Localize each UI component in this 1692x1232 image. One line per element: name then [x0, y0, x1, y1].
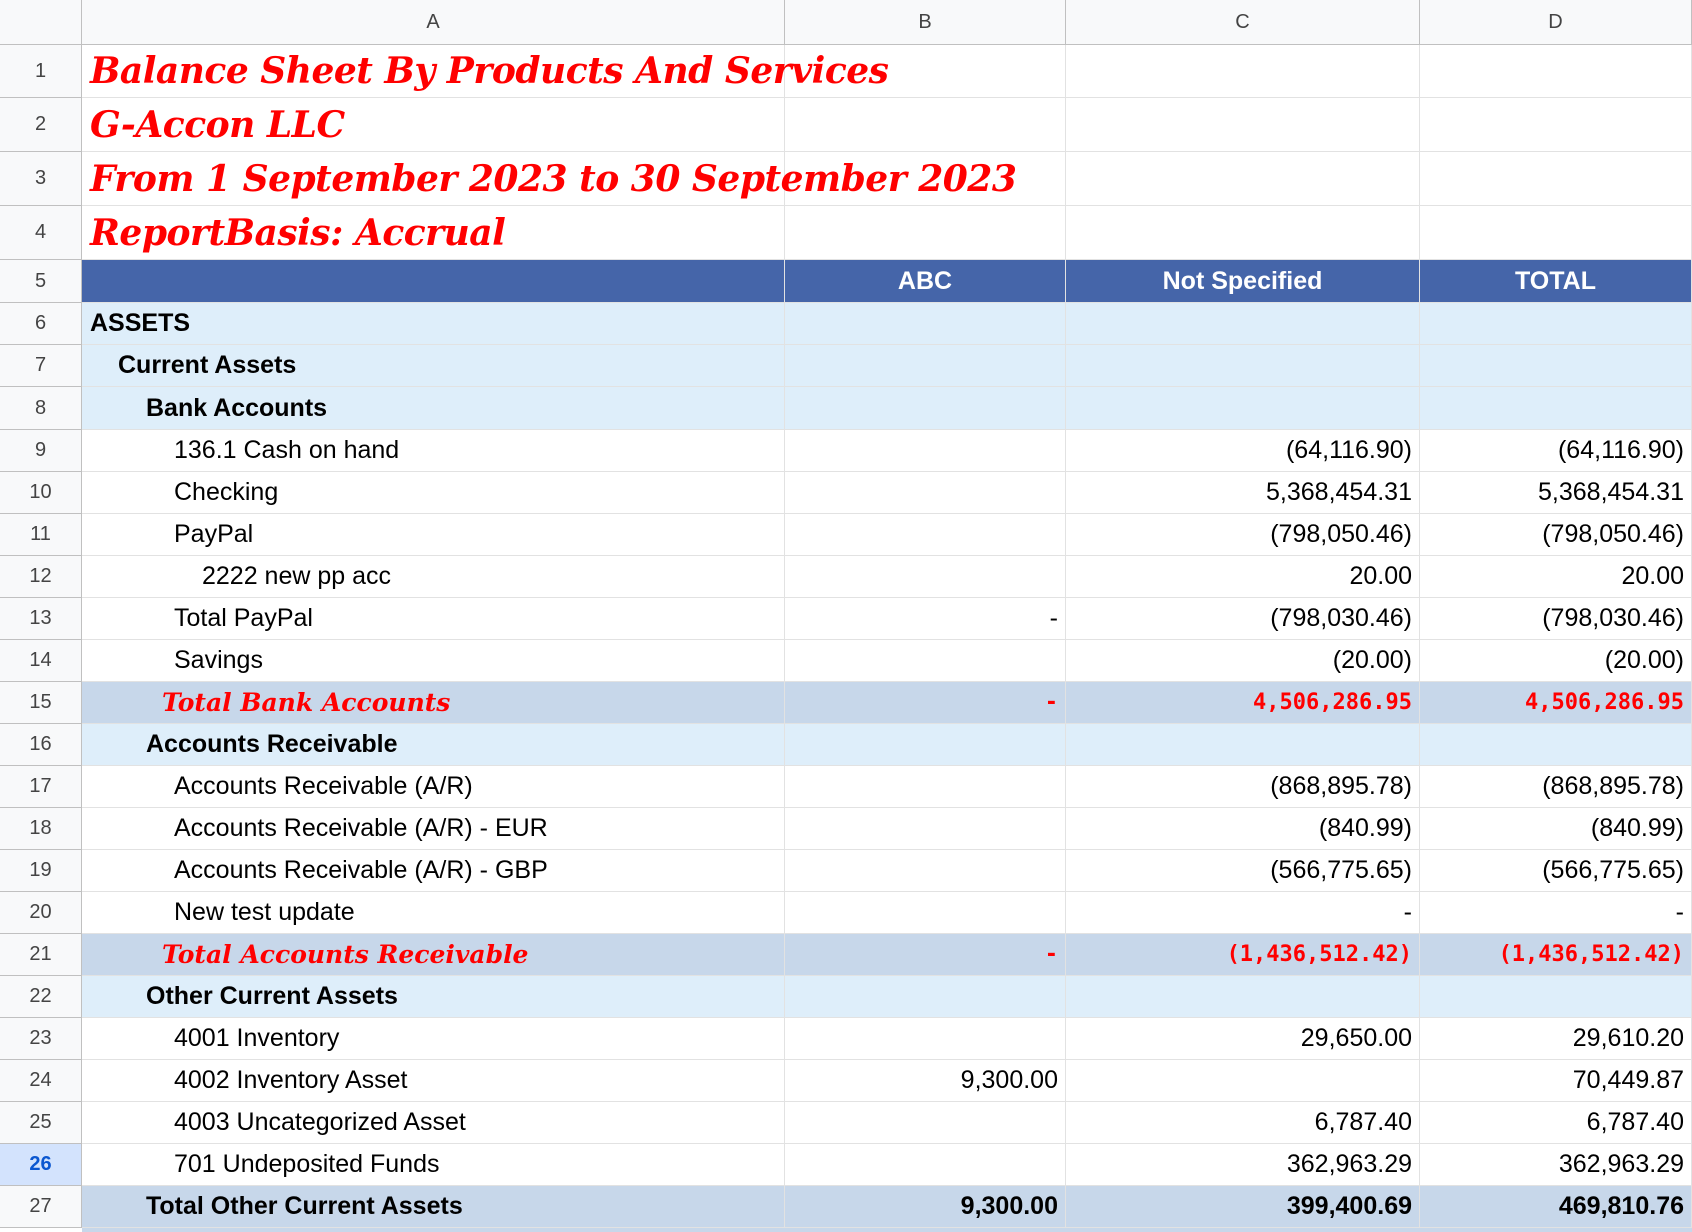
- report-title-line-4[interactable]: ReportBasis: Accrual: [82, 206, 785, 260]
- row-label-a18[interactable]: Accounts Receivable (A/R) - EUR: [82, 808, 785, 850]
- row-header-15[interactable]: 15: [0, 682, 82, 724]
- value-cell-b12[interactable]: [785, 556, 1066, 598]
- value-cell-b15[interactable]: -: [785, 682, 1066, 724]
- row-label-a11[interactable]: PayPal: [82, 514, 785, 556]
- row-header-23[interactable]: 23: [0, 1018, 82, 1060]
- value-cell-d12[interactable]: 20.00: [1420, 556, 1692, 598]
- value-cell-d19[interactable]: (566,775.65): [1420, 850, 1692, 892]
- value-cell-d23[interactable]: 29,610.20: [1420, 1018, 1692, 1060]
- column-title-b[interactable]: ABC: [785, 260, 1066, 303]
- value-cell-d2[interactable]: [1420, 98, 1692, 152]
- value-cell-d24[interactable]: 70,449.87: [1420, 1060, 1692, 1102]
- value-cell-c25[interactable]: 6,787.40: [1066, 1102, 1420, 1144]
- value-cell-d20[interactable]: -: [1420, 892, 1692, 934]
- row-label-a6[interactable]: ASSETS: [82, 303, 785, 345]
- row-header-1[interactable]: 1: [0, 45, 82, 98]
- row-label-a20[interactable]: New test update: [82, 892, 785, 934]
- value-cell-d9[interactable]: (64,116.90): [1420, 430, 1692, 472]
- value-cell-c27[interactable]: 399,400.69: [1066, 1186, 1420, 1228]
- value-cell-c15[interactable]: 4,506,286.95: [1066, 682, 1420, 724]
- value-cell-c1[interactable]: [1066, 45, 1420, 98]
- value-cell-d1[interactable]: [1420, 45, 1692, 98]
- row-header-27[interactable]: 27: [0, 1186, 82, 1228]
- row-header-18[interactable]: 18: [0, 808, 82, 850]
- row-header-19[interactable]: 19: [0, 850, 82, 892]
- value-cell-d18[interactable]: (840.99): [1420, 808, 1692, 850]
- row-header-22[interactable]: 22: [0, 976, 82, 1018]
- row-header-26[interactable]: 26: [0, 1144, 82, 1186]
- value-cell-c23[interactable]: 29,650.00: [1066, 1018, 1420, 1060]
- row-label-a22[interactable]: Other Current Assets: [82, 976, 785, 1018]
- value-cell-c19[interactable]: (566,775.65): [1066, 850, 1420, 892]
- value-cell-b7[interactable]: [785, 345, 1066, 387]
- row-header-11[interactable]: 11: [0, 514, 82, 556]
- row-header-13[interactable]: 13: [0, 598, 82, 640]
- value-cell-c26[interactable]: 362,963.29: [1066, 1144, 1420, 1186]
- value-cell-d4[interactable]: [1420, 206, 1692, 260]
- value-cell-b22[interactable]: [785, 976, 1066, 1018]
- value-cell-d7[interactable]: [1420, 345, 1692, 387]
- value-cell-b24[interactable]: 9,300.00: [785, 1060, 1066, 1102]
- row-header-5[interactable]: 5: [0, 260, 82, 303]
- value-cell-b23[interactable]: [785, 1018, 1066, 1060]
- value-cell-d22[interactable]: [1420, 976, 1692, 1018]
- report-title-line-1[interactable]: Balance Sheet By Products And Services: [82, 45, 785, 98]
- row-label-a26[interactable]: 701 Undeposited Funds: [82, 1144, 785, 1186]
- value-cell-c4[interactable]: [1066, 206, 1420, 260]
- column-header-b[interactable]: B: [785, 0, 1066, 45]
- row-label-a8[interactable]: Bank Accounts: [82, 387, 785, 430]
- row-header-2[interactable]: 2: [0, 98, 82, 152]
- value-cell-b11[interactable]: [785, 514, 1066, 556]
- value-cell-b14[interactable]: [785, 640, 1066, 682]
- row-label-a13[interactable]: Total PayPal: [82, 598, 785, 640]
- row-label-a19[interactable]: Accounts Receivable (A/R) - GBP: [82, 850, 785, 892]
- row-label-a17[interactable]: Accounts Receivable (A/R): [82, 766, 785, 808]
- value-cell-c21[interactable]: (1,436,512.42): [1066, 934, 1420, 976]
- value-cell-c24[interactable]: [1066, 1060, 1420, 1102]
- value-cell-c7[interactable]: [1066, 345, 1420, 387]
- value-cell-b18[interactable]: [785, 808, 1066, 850]
- value-cell-b2[interactable]: [785, 98, 1066, 152]
- row-label-a12[interactable]: 2222 new pp acc: [82, 556, 785, 598]
- value-cell-c2[interactable]: [1066, 98, 1420, 152]
- row-header-9[interactable]: 9: [0, 430, 82, 472]
- value-cell-c10[interactable]: 5,368,454.31: [1066, 472, 1420, 514]
- row-header-4[interactable]: 4: [0, 206, 82, 260]
- row-label-a16[interactable]: Accounts Receivable: [82, 724, 785, 766]
- value-cell-c22[interactable]: [1066, 976, 1420, 1018]
- value-cell-d8[interactable]: [1420, 387, 1692, 430]
- value-cell-b16[interactable]: [785, 724, 1066, 766]
- column-header-c[interactable]: C: [1066, 0, 1420, 45]
- column-title-a[interactable]: [82, 260, 785, 303]
- value-cell-d26[interactable]: 362,963.29: [1420, 1144, 1692, 1186]
- row-header-12[interactable]: 12: [0, 556, 82, 598]
- value-cell-d11[interactable]: (798,050.46): [1420, 514, 1692, 556]
- row-header-7[interactable]: 7: [0, 345, 82, 387]
- value-cell-c12[interactable]: 20.00: [1066, 556, 1420, 598]
- value-cell-c17[interactable]: (868,895.78): [1066, 766, 1420, 808]
- value-cell-b9[interactable]: [785, 430, 1066, 472]
- value-cell-b25[interactable]: [785, 1102, 1066, 1144]
- column-title-d[interactable]: TOTAL: [1420, 260, 1692, 303]
- value-cell-b8[interactable]: [785, 387, 1066, 430]
- row-label-a15[interactable]: Total Bank Accounts: [82, 682, 785, 724]
- value-cell-b26[interactable]: [785, 1144, 1066, 1186]
- value-cell-c20[interactable]: -: [1066, 892, 1420, 934]
- value-cell-c9[interactable]: (64,116.90): [1066, 430, 1420, 472]
- value-cell-b4[interactable]: [785, 206, 1066, 260]
- value-cell-d25[interactable]: 6,787.40: [1420, 1102, 1692, 1144]
- row-header-16[interactable]: 16: [0, 724, 82, 766]
- value-cell-c6[interactable]: [1066, 303, 1420, 345]
- value-cell-c3[interactable]: [1066, 152, 1420, 206]
- row-header-24[interactable]: 24: [0, 1060, 82, 1102]
- select-all-corner[interactable]: [0, 0, 82, 45]
- row-label-a27[interactable]: Total Other Current Assets: [82, 1186, 785, 1228]
- value-cell-b17[interactable]: [785, 766, 1066, 808]
- row-header-8[interactable]: 8: [0, 387, 82, 430]
- value-cell-d17[interactable]: (868,895.78): [1420, 766, 1692, 808]
- report-title-line-3[interactable]: From 1 September 2023 to 30 September 2023: [82, 152, 785, 206]
- value-cell-b6[interactable]: [785, 303, 1066, 345]
- value-cell-d16[interactable]: [1420, 724, 1692, 766]
- row-label-a7[interactable]: Current Assets: [82, 345, 785, 387]
- value-cell-d13[interactable]: (798,030.46): [1420, 598, 1692, 640]
- row-label-a9[interactable]: 136.1 Cash on hand: [82, 430, 785, 472]
- column-header-d[interactable]: D: [1420, 0, 1692, 45]
- row-label-a10[interactable]: Checking: [82, 472, 785, 514]
- row-header-10[interactable]: 10: [0, 472, 82, 514]
- value-cell-d14[interactable]: (20.00): [1420, 640, 1692, 682]
- value-cell-d15[interactable]: 4,506,286.95: [1420, 682, 1692, 724]
- value-cell-b19[interactable]: [785, 850, 1066, 892]
- value-cell-c8[interactable]: [1066, 387, 1420, 430]
- value-cell-d21[interactable]: (1,436,512.42): [1420, 934, 1692, 976]
- row-label-a24[interactable]: 4002 Inventory Asset: [82, 1060, 785, 1102]
- next-row-fill: [82, 1228, 1692, 1232]
- value-cell-c13[interactable]: (798,030.46): [1066, 598, 1420, 640]
- row-header-3[interactable]: 3: [0, 152, 82, 206]
- report-title-line-2[interactable]: G-Accon LLC: [82, 98, 785, 152]
- column-header-a[interactable]: A: [82, 0, 785, 45]
- row-header-14[interactable]: 14: [0, 640, 82, 682]
- column-title-c[interactable]: Not Specified: [1066, 260, 1420, 303]
- row-header-6[interactable]: 6: [0, 303, 82, 345]
- value-cell-b21[interactable]: -: [785, 934, 1066, 976]
- value-cell-c11[interactable]: (798,050.46): [1066, 514, 1420, 556]
- value-cell-c16[interactable]: [1066, 724, 1420, 766]
- value-cell-d6[interactable]: [1420, 303, 1692, 345]
- value-cell-d27[interactable]: 469,810.76: [1420, 1186, 1692, 1228]
- value-cell-d10[interactable]: 5,368,454.31: [1420, 472, 1692, 514]
- value-cell-b27[interactable]: 9,300.00: [785, 1186, 1066, 1228]
- row-header-25[interactable]: 25: [0, 1102, 82, 1144]
- row-header-17[interactable]: 17: [0, 766, 82, 808]
- row-label-a14[interactable]: Savings: [82, 640, 785, 682]
- value-cell-c18[interactable]: (840.99): [1066, 808, 1420, 850]
- row-header-21[interactable]: 21: [0, 934, 82, 976]
- value-cell-b10[interactable]: [785, 472, 1066, 514]
- row-label-a21[interactable]: Total Accounts Receivable: [82, 934, 785, 976]
- row-label-a23[interactable]: 4001 Inventory: [82, 1018, 785, 1060]
- value-cell-c14[interactable]: (20.00): [1066, 640, 1420, 682]
- row-header-20[interactable]: 20: [0, 892, 82, 934]
- row-label-a25[interactable]: 4003 Uncategorized Asset: [82, 1102, 785, 1144]
- value-cell-b13[interactable]: -: [785, 598, 1066, 640]
- value-cell-d3[interactable]: [1420, 152, 1692, 206]
- value-cell-b20[interactable]: [785, 892, 1066, 934]
